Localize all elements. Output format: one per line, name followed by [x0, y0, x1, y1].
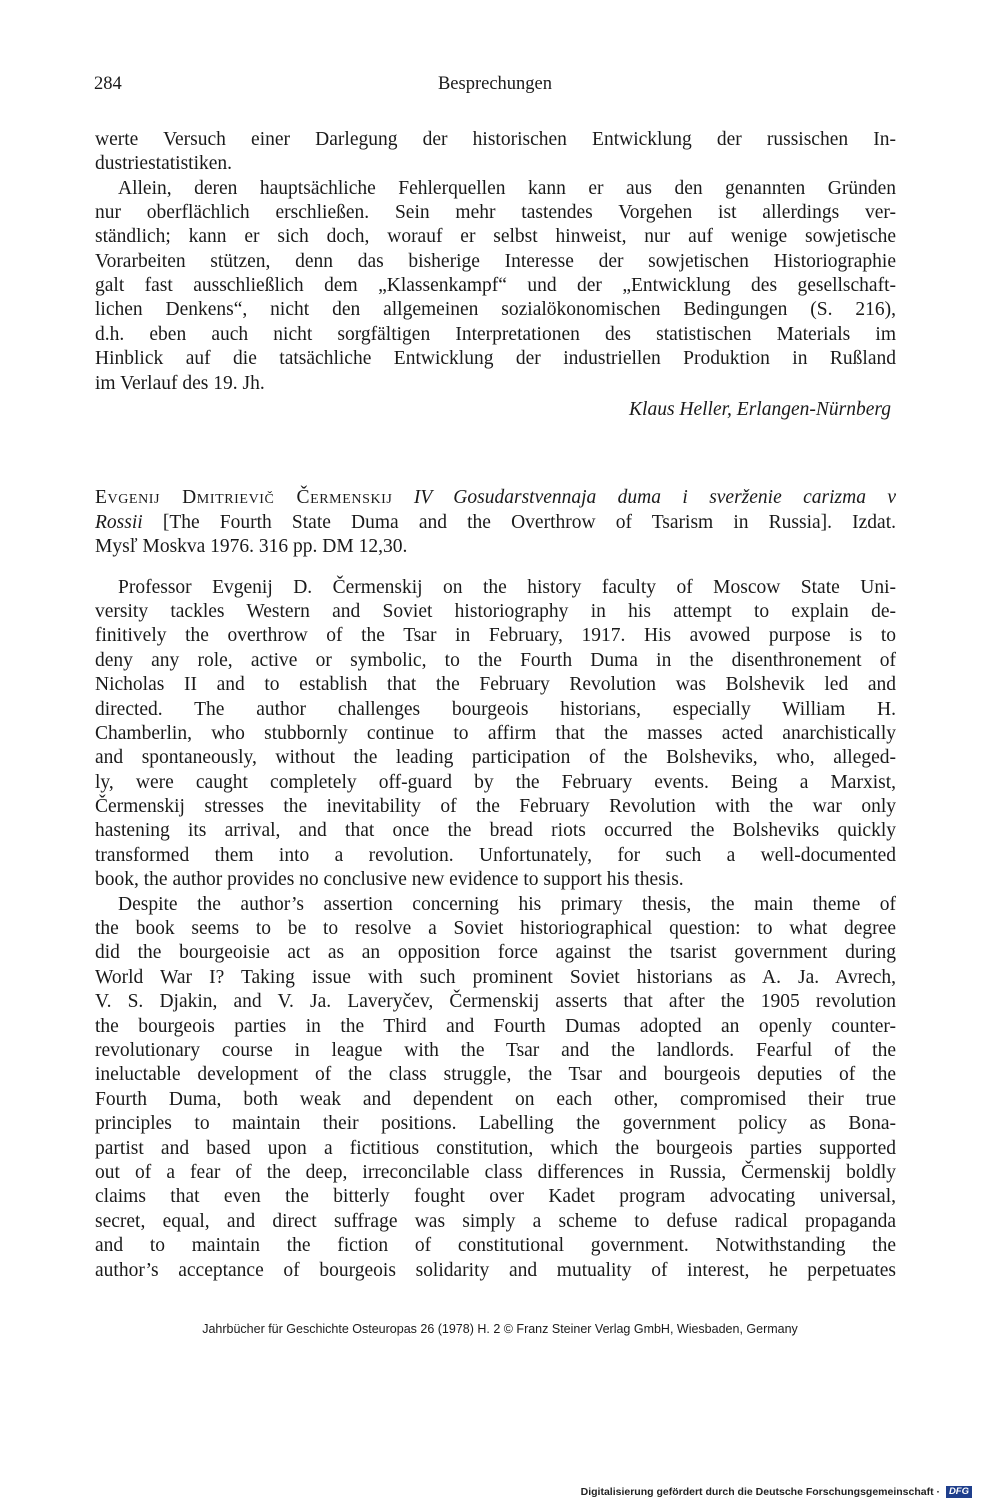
second-review-line: ly, were caught completely off-guard by the February events. Being a Marxist,: [95, 772, 896, 793]
second-review-line: World War I? Taking issue with such prominent Soviet historians as A. Ja. Avrech,: [95, 967, 896, 988]
first-review-line: nur oberflächlich erschließen. Sein mehr tastendes Vorgehen ist allerdings ver-: [95, 202, 896, 223]
first-review-line: d.h. eben auch nicht sorgfältigen Interpretationen des statistischen Materials im: [95, 324, 896, 345]
first-review-line: Vorarbeiten stützen, denn das bisherige Interesse der sowjetischen Historiographie: [95, 251, 896, 272]
dfg-logo-icon: DFG: [946, 1486, 972, 1498]
digitization-credit: [581, 1486, 972, 1498]
second-review-line: the book seems to be to resolve a Soviet historiographical question: to what degree: [95, 918, 896, 939]
first-review-line: dustriestatistiken.: [95, 153, 233, 174]
first-review-line: Hinblick auf die tatsächliche Entwicklung der industriellen Produktion in Rußland: [95, 348, 896, 369]
page-header: [94, 74, 896, 100]
second-review-line: claims that even the bitterly fought over Kadet program advocating universal,: [95, 1186, 896, 1207]
second-review-line: Chamberlin, who stubbornly continue to affirm that the masses acted anarchistically: [95, 723, 896, 744]
citation-publication: Mysľ Moskva 1976. 316 pp. DM 12,30.: [95, 536, 408, 557]
page-number: 284: [94, 74, 122, 94]
second-review-line: secret, equal, and direct suffrage was simply a scheme to defuse radical propaganda: [95, 1211, 896, 1232]
second-review-line: Čermenskij stresses the inevitability of the February Revolution with the war only: [95, 796, 896, 817]
second-review-line: partist and based upon a fictitious constitution, which the bourgeois parties supported: [95, 1138, 896, 1159]
second-review-line: and to maintain the fiction of constitutional government. Notwithstanding the: [95, 1235, 896, 1256]
reviewer-signature: Klaus Heller, Erlangen-Nürnberg: [629, 399, 891, 420]
second-review-line: transformed them into a revolution. Unfortunately, for such a well-documented: [95, 845, 896, 866]
second-review-line: revolutionary course in league with the Tsar and the landlords. Fearful of the: [95, 1040, 896, 1061]
second-review-line: versity tackles Western and Soviet historiography in his attempt to explain de-: [95, 601, 896, 622]
citation-author: Evgenij Dmitrievič Čermenskij: [95, 487, 393, 508]
second-review-line: finitively the overthrow of the Tsar in February, 1917. His avowed purpose is to: [95, 625, 896, 646]
second-review-line: principles to maintain their positions. Labelling the government policy as Bona-: [95, 1113, 896, 1134]
second-review-line: Fourth Duma, both weak and dependent on each other, compromised their true: [95, 1089, 896, 1110]
second-review-line: V. S. Djakin, and V. Ja. Laveryčev, Čermenskij asserts that after the 1905 revolution: [95, 991, 896, 1012]
journal-footer: Jahrbücher für Geschichte Osteuropas 26 (1978) H. 2 © Franz Steiner Verlag GmbH, Wiesbaden, Germany: [202, 1322, 798, 1336]
second-review-line: hastening its arrival, and that once the bread riots occurred the Bolsheviks quickly: [95, 820, 896, 841]
first-review-line: Allein, deren hauptsächliche Fehlerquellen kann er aus den genannten Gründen: [118, 178, 896, 199]
second-review-line: Professor Evgenij D. Čermenskij on the history faculty of Moscow State Uni-: [118, 577, 896, 598]
second-review-line: did the bourgeoisie act as an opposition force against the tsarist government during: [95, 942, 896, 963]
second-review-line: Nicholas II and to establish that the February Revolution was Bolshevik led and: [95, 674, 896, 695]
citation-line-1: [95, 486, 896, 510]
running-head: Besprechungen: [437, 74, 553, 94]
first-review-line: im Verlauf des 19. Jh.: [95, 373, 265, 394]
second-review-line: Despite the author’s assertion concerning his primary thesis, the main theme of: [118, 894, 896, 915]
citation-title: IV Gosudarstvennaja duma i sverženie carizma v: [413, 487, 896, 508]
second-review-line: deny any role, active or symbolic, to the Fourth Duma in the disenthronement of: [95, 650, 896, 671]
first-review-line: galt fast ausschließlich dem „Klassenkampf“ und der „Entwicklung des gesellschaft-: [95, 275, 896, 296]
second-review-line: directed. The author challenges bourgeois historians, especially William H.: [95, 699, 896, 720]
citation-title-end: Rossii: [95, 512, 143, 533]
first-review-line: lichen Denkens“, nicht den allgemeinen sozialökonomischen Bedingungen (S. 216),: [95, 299, 896, 320]
citation-line-2: [95, 511, 896, 535]
second-review-line: and spontaneously, without the leading participation of the Bolsheviks, who, alleged-: [95, 747, 896, 768]
second-review-line: book, the author provides no conclusive new evidence to support his thesis.: [95, 869, 684, 890]
second-review-line: author’s acceptance of bourgeois solidarity and mutuality of interest, he perpetuates: [95, 1260, 896, 1281]
citation-translation: [The Fourth State Duma and the Overthrow of Tsarism in Russia]. Izdat.: [162, 512, 897, 533]
first-review-line: ständlich; kann er sich doch, worauf er selbst hinweist, nur auf wenige sowjetische: [95, 226, 896, 247]
digitization-note: Digitalisierung gefördert durch die Deutsche Forschungsgemeinschaft ·: [580, 1486, 941, 1498]
second-review-line: out of a fear of the deep, irreconcilable class differences in Russia, Čermenskij boldly: [95, 1162, 896, 1183]
first-review-line: werte Versuch einer Darlegung der historischen Entwicklung der russischen In-: [95, 129, 896, 150]
second-review-line: ineluctable development of the class struggle, the Tsar and bourgeois deputies of the: [95, 1064, 896, 1085]
second-review-line: the bourgeois parties in the Third and Fourth Dumas adopted an openly counter-: [95, 1016, 896, 1037]
